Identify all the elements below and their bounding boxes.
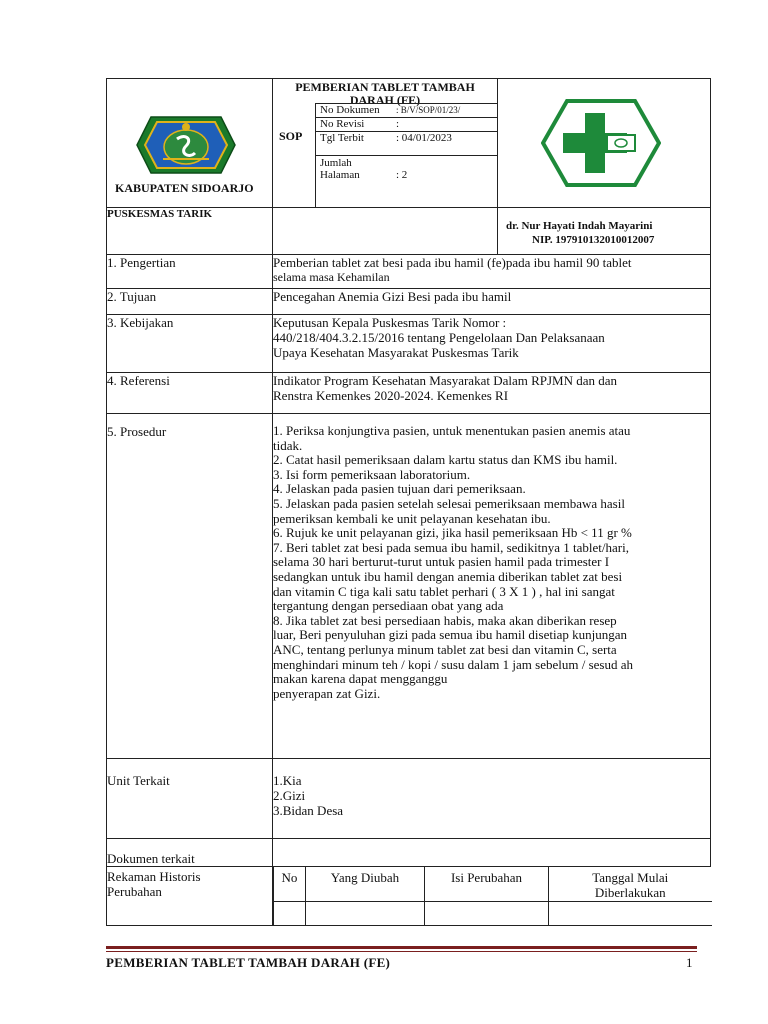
regency-emblem-icon: [133, 113, 239, 177]
issue-date-label: Tgl Terbit: [320, 132, 364, 144]
related-docs-value: [273, 839, 711, 867]
related-unit-item: 3.Bidan Desa: [273, 803, 344, 818]
doc-number-label: No Dokumen: [320, 104, 380, 116]
col-effective-date-line1: Tanggal Mulai: [592, 870, 669, 885]
regency-name: KABUPATEN SIDOARJO: [115, 181, 254, 195]
definition-text: [273, 255, 711, 289]
procedure-line: tidak.: [273, 437, 303, 453]
procedure-line: sedangkan untuk ibu hamil dengan anemia diberikan tablet zat besi: [273, 568, 623, 584]
related-unit-item: 2.Gizi: [273, 788, 306, 803]
history-cell: [274, 901, 306, 925]
procedure-line: ANC, tentang perlunya minum tablet zat besi dan vitamin C, serta: [273, 641, 617, 657]
puskesmas-name: PUSKESMAS TARIK: [107, 208, 273, 255]
procedure-line: luar, Beri penyuluhan gizi pada semua ibu hamil disetiap kunjungan: [273, 627, 628, 643]
purpose-text: Pencegahan Anemia Gizi Besi pada ibu hamil: [273, 289, 711, 315]
procedure-line: dan vitamin C tiga kali satu tablet perhari ( 3 X 1 ) , hal ini sangat: [273, 583, 615, 599]
sop-label: SOP: [279, 129, 303, 143]
definition-label: 1. Pengertian: [107, 255, 273, 289]
page-count-value: : 2: [396, 169, 408, 181]
sop-table: [106, 78, 711, 926]
history-cell: [306, 901, 425, 925]
issue-date-value: : 04/01/2023: [396, 132, 452, 144]
change-history-table: [273, 867, 712, 926]
change-history-label-line1: Rekaman Historis: [107, 869, 201, 884]
sop-title-line2: DARAH (FE): [349, 93, 421, 107]
procedure-line: makan karena dapat mengganggu: [273, 671, 448, 687]
col-effective-date-line2: Diberlakukan: [594, 885, 666, 900]
revision-row: [316, 118, 497, 132]
related-docs-label: Dokumen terkait: [107, 839, 273, 867]
footer-rule-thin: [106, 951, 697, 952]
signer-nip: NIP. 197910132010012007: [532, 234, 655, 246]
definition-line-1: Pemberian tablet zat besi pada ibu hamil (fe)pada ibu hamil 90 tablet: [273, 255, 632, 270]
reference-line-1: Indikator Program Kesehatan Masyarakat Dalam RPJMN dan dan: [273, 373, 618, 388]
col-no: No: [274, 867, 306, 901]
procedure-line: 6. Rujuk ke unit pelayanan gizi, jika hasil pemeriksaan Hb < 11 gr %: [273, 525, 632, 541]
change-history-cell: [273, 867, 711, 926]
document-info-box: [315, 103, 497, 207]
procedure-line: 7. Beri tablet zat besi pada semua ibu hamil, sedikitnya 1 tablet/hari,: [273, 539, 629, 555]
col-content: Isi Perubahan: [425, 867, 549, 901]
signer-cell: [498, 208, 711, 255]
policy-text: [273, 315, 711, 373]
procedure-text: [273, 414, 711, 759]
procedure-label: 5. Prosedur: [107, 414, 273, 759]
procedure-line: 2. Catat hasil pemeriksaan dalam kartu status dan KMS ibu hamil.: [273, 452, 618, 468]
procedure-line: tergantung dengan persediaan obat yang ada: [273, 598, 504, 614]
history-cell: [425, 901, 549, 925]
col-changed: Yang Diubah: [306, 867, 425, 901]
regency-logo-cell: [107, 79, 273, 208]
policy-line-2: 440/218/404.3.2.15/2016 tentang Pengelolaan Dan Pelaksanaan: [273, 330, 605, 345]
revision-value: :: [396, 118, 400, 130]
procedure-line: selama 30 hari berturut-turut untuk pasien hamil pada trimester I: [273, 554, 610, 570]
history-cell: [549, 901, 712, 925]
procedure-line: 3. Isi form pemeriksaan laboratorium.: [273, 466, 471, 482]
doc-number-row: [316, 104, 497, 118]
puskesmas-empty-cell: [273, 208, 498, 255]
reference-text: [273, 373, 711, 414]
procedure-line: 4. Jelaskan pada pasien tujuan dari pemeriksaan.: [273, 481, 526, 497]
page-number: 1: [686, 955, 693, 970]
change-history-label-line2: Perubahan: [107, 884, 162, 899]
procedure-line: 5. Jelaskan pada pasien setelah selesai pemeriksaan membawa hasil: [273, 495, 625, 511]
reference-line-2: Renstra Kemenkes 2020-2024. Kemenkes RI: [273, 388, 509, 403]
policy-label: 3. Kebijakan: [107, 315, 273, 373]
definition-line-2: selama masa Kehamilan: [273, 270, 390, 284]
revision-label: No Revisi: [320, 118, 365, 130]
procedure-line: menghindari minum teh / kopi / susu dalam 1 jam sebelum / sesud ah: [273, 656, 633, 672]
doc-number-value: : B/V/SOP/01/23/: [396, 105, 461, 115]
clinic-cross-icon: [541, 99, 661, 187]
col-effective-date: [549, 867, 712, 901]
footer-rule-thick: [106, 946, 697, 949]
purpose-label: 2. Tujuan: [107, 289, 273, 315]
related-units-list: [273, 759, 711, 839]
procedure-line: 8. Jika tablet zat besi persediaan habis, maka akan diberikan resep: [273, 612, 617, 628]
procedure-line: pemeriksan kembali ke unit pelayanan kesehatan ibu.: [273, 510, 551, 526]
footer-title: PEMBERIAN TABLET TAMBAH DARAH (FE): [106, 955, 391, 970]
policy-line-3: Upaya Kesehatan Masyarakat Puskesmas Tarik: [273, 345, 519, 360]
page-count-label-1: Jumlah: [320, 157, 352, 169]
procedure-line: 1. Periksa konjungtiva pasien, untuk menentukan pasien anemis atau: [273, 423, 631, 438]
sop-title-line1: PEMBERIAN TABLET TAMBAH: [295, 80, 475, 94]
related-units-label: Unit Terkait: [107, 759, 273, 839]
clinic-logo-cell: [498, 79, 711, 208]
issue-date-row: [316, 132, 497, 156]
change-history-label: [107, 867, 273, 926]
related-unit-item: 1.Kia: [273, 773, 302, 788]
signer-name: dr. Nur Hayati Indah Mayarini: [506, 220, 653, 232]
procedure-line: penyerapan zat Gizi.: [273, 685, 381, 701]
page-count-label-2: Halaman: [320, 169, 360, 181]
sop-title-cell: [273, 79, 498, 208]
page-count-row: [316, 157, 497, 197]
policy-line-1: Keputusan Kepala Puskesmas Tarik Nomor :: [273, 315, 507, 330]
reference-label: 4. Referensi: [107, 373, 273, 414]
